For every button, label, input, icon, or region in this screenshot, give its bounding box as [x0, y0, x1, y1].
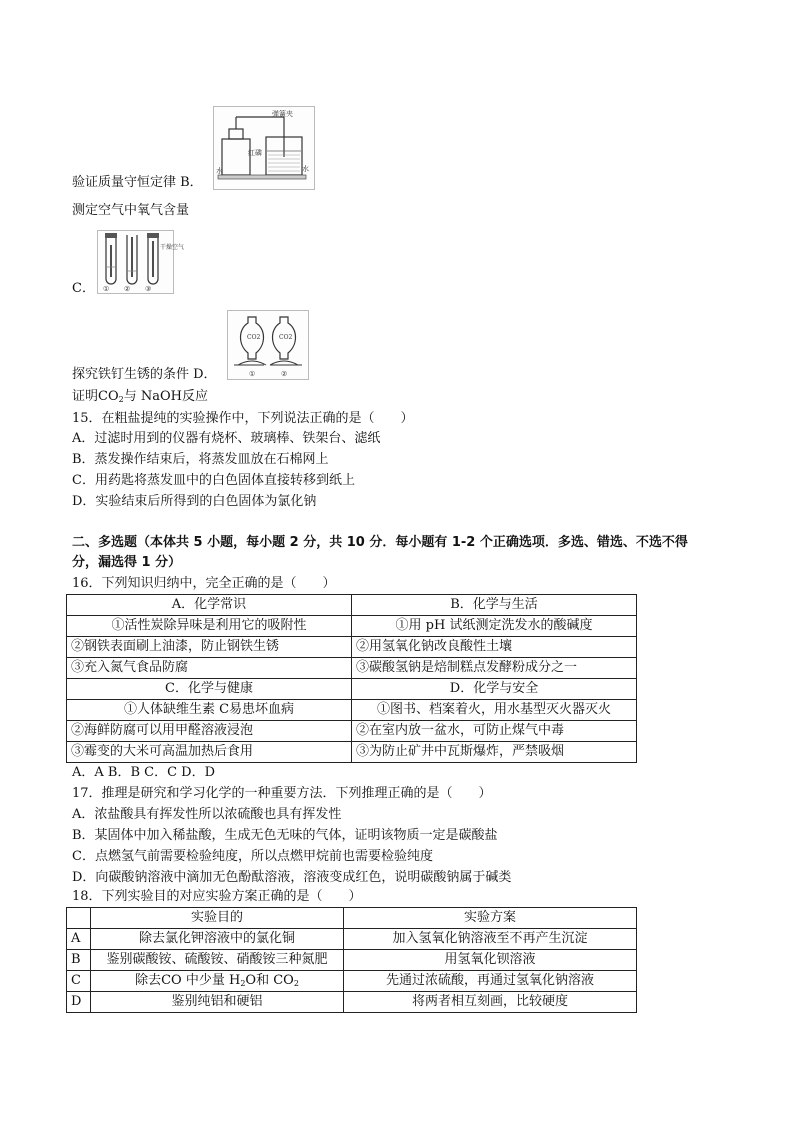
q17-option-d: D．向碳酸钠溶液中滴加无色酚酞溶液，溶液变成红色，说明碳酸钠属于碱类 [72, 870, 512, 885]
q16-b-3: ③碳酸氢钠是焙制糕点发酵粉成分之一 [352, 658, 637, 679]
q18-b-key: B [67, 950, 91, 971]
table-row [67, 721, 637, 742]
q18-d-purpose: 鉴别纯铝和硬铝 [91, 992, 344, 1013]
q17-stem: 17．推理是研究和学习化学的一种重要方法．下列推理正确的是（ ） [72, 786, 492, 801]
q17-option-b: B．某固体中加入稀盐酸，生成无色无味的气体，证明该物质一定是碳酸盐 [72, 828, 498, 843]
q18-header-purpose: 实验目的 [91, 908, 344, 929]
q18-c-plan: 先通过浓硫酸，再通过氢氧化钠溶液 [344, 971, 637, 992]
q18-d-key: D [67, 992, 91, 1013]
q18-c-purpose: 除去CO 中少量 $H_2O$和 $CO_2$ [91, 971, 344, 992]
q16-c-1: ①人体缺维生素 C易患坏血病 [67, 700, 352, 721]
q18-stem: 18．下列实验目的对应实验方案正确的是（ ） [72, 889, 362, 904]
section2-heading-line2: 分，漏选得 1 分） [72, 555, 182, 570]
table-row [67, 950, 637, 971]
q18-table [66, 907, 637, 1013]
label-co2-2: CO2 [279, 334, 293, 341]
figure-b-apparatus [213, 106, 315, 190]
q18-header-plan: 实验方案 [344, 908, 637, 929]
table-row [67, 742, 637, 763]
q16-a-3: ③充入氮气食品防腐 [67, 658, 352, 679]
q17-option-a: A．浓盐酸具有挥发性所以浓硫酸也具有挥发性 [72, 807, 342, 822]
table-row [67, 908, 637, 929]
q16-b-2: ②用氢氧化钠改良酸性土壤 [352, 637, 637, 658]
table-row [67, 992, 637, 1013]
q16-options: A．A B．B C．C D．D [72, 765, 216, 780]
q16-header-d: D．化学与安全 [352, 679, 637, 700]
q16-a-1: ①活性炭除异味是利用它的吸附性 [67, 616, 352, 637]
q14-option-d-caption: 证明$CO_2$与 NaOH反应 [72, 389, 208, 404]
q16-header-b: B．化学与生活 [352, 595, 637, 616]
q16-header-c: C．化学与健康 [67, 679, 352, 700]
table-row [67, 637, 637, 658]
label-dry-air: 干燥空气 [160, 244, 185, 251]
q18-a-key: A [67, 929, 91, 950]
q16-table [66, 594, 637, 763]
label-water-1: 水 [216, 167, 223, 175]
label-bottle-2: ② [281, 370, 288, 378]
label-red-phosphorus: 红磷 [248, 149, 262, 157]
table-row [67, 971, 637, 992]
label-tube-2: ② [124, 285, 131, 293]
table-row [67, 616, 637, 637]
q15-option-b: B．蒸发操作结束后，将蒸发皿放在石棉网上 [72, 452, 329, 467]
q18-c-key: C [67, 971, 91, 992]
label-tube-1: ① [103, 285, 110, 293]
q16-d-2: ②在室内放一盆水，可防止煤气中毒 [352, 721, 637, 742]
q18-b-purpose: 鉴别碳酸铵、硫酸铵、硝酸铵三种氮肥 [91, 950, 344, 971]
q18-d-plan: 将两者相互刻画，比较硬度 [344, 992, 637, 1013]
section2-heading-line1: 二、多选题（本体共 5 小题，每小题 2 分，共 10 分．每小题有 1-2 个正确选项．多选、错选、不选不得 [72, 535, 688, 550]
table-row [67, 929, 637, 950]
table-row [67, 595, 637, 616]
q16-c-2: ②海鲜防腐可以用甲醛溶液浸泡 [67, 721, 352, 742]
q16-b-1: ①用 pH 试纸测定洗发水的酸碱度 [352, 616, 637, 637]
q16-stem: 16．下列知识归纳中，完全正确的是（ ） [72, 576, 336, 591]
table-row [67, 700, 637, 721]
q18-b-plan: 用氢氧化钡溶液 [344, 950, 637, 971]
q14-option-c-label: C． [72, 281, 95, 296]
q14-option-a: 验证质量守恒定律 B． [72, 175, 203, 190]
label-tube-3: ③ [145, 285, 152, 293]
q18-a-purpose: 除去氯化钾溶液中的氯化铜 [91, 929, 344, 950]
q16-header-a: A．化学常识 [67, 595, 352, 616]
label-bottle-1: ① [249, 370, 256, 378]
label-co2-1: CO2 [247, 334, 261, 341]
q15-option-d: D．实验结束后所得到的白色固体为氯化钠 [72, 494, 317, 509]
label-spring-clip: 弹簧夹 [272, 110, 293, 118]
label-water-2: 水 [302, 165, 309, 173]
q16-d-1: ①图书、档案着火，用水基型灭火器灭火 [352, 700, 637, 721]
figure-c-test-tubes [97, 230, 185, 294]
table-row [67, 658, 637, 679]
q15-option-c: C．用药匙将蒸发皿中的白色固体直接转移到纸上 [72, 473, 355, 488]
q16-d-3: ③为防止矿井中瓦斯爆炸，严禁吸烟 [352, 742, 637, 763]
q15-stem: 15．在粗盐提纯的实验操作中，下列说法正确的是（ ） [72, 411, 414, 426]
q14-option-d-prefix: 探究铁钉生锈的条件 D． [72, 367, 217, 382]
q18-header-key [67, 908, 91, 929]
q17-option-c: C．点燃氢气前需要检验纯度，所以点燃甲烷前也需要检验纯度 [72, 849, 433, 864]
figure-d-bottles [227, 310, 309, 380]
q18-a-plan: 加入氢氧化钠溶液至不再产生沉淀 [344, 929, 637, 950]
table-row [67, 679, 637, 700]
q16-a-2: ②钢铁表面刷上油漆，防止钢铁生锈 [67, 637, 352, 658]
q16-c-3: ③霉变的大米可高温加热后食用 [67, 742, 352, 763]
q14-option-b-caption: 测定空气中氧气含量 [72, 203, 190, 218]
q15-option-a: A．过滤时用到的仪器有烧杯、玻璃棒、铁架台、滤纸 [72, 431, 381, 446]
